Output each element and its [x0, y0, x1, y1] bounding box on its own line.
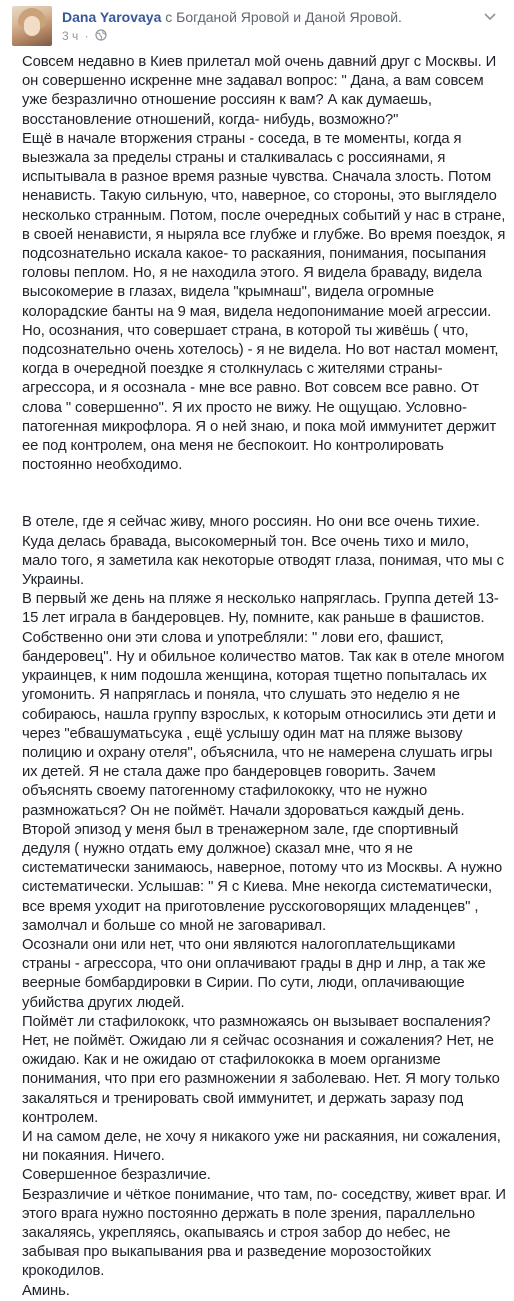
post-paragraph: И на самом деле, не хочу я никакого уже ни раскаяния, ни сожаления, ни покаяния. Ничего.	[22, 1128, 501, 1165]
post-paragraph: Совсем недавно в Киев прилетал мой очень давний друг с Москвы. И он совершенно искренне мне задавал вопрос: " Дана, а вам совсем уже безразлично отношение россиян к вам? А как думаешь, восстановление отношений, когда- нибудь, возможно?"	[22, 54, 497, 128]
post-paragraph: Аминь.	[22, 1282, 70, 1299]
post-paragraph: В первый же день на пляже я несколько напряглась. Группа детей 13-15 лет играла в бандеровцев. Ну, помните, как раньше в фашистов. Собственно они эти слова и употребляли: " лови его, фашист, бандеровец". Ну и обильное количество матов. Так как в отеле многом украинцев, к ним подошла женщина, которая тщетно попыталась их угомонить. Я напряглась и поняла, что слушать это неделю я не собираюсь, нашла группу взрослых, к которым относились эти дети и через "ебвашуматьсука , ещё услышу один мат на пляже вызову полицию и охрану отеля", объяснила, что не намерена слушать игры их детей. Я не стала даже про бандеровцев говорить. Зачем объяснять своему патогенному стафилококку, что не нужно размножаться? Он не поймёт. Начали здороваться каждый день.	[22, 591, 505, 819]
post-author-line	[62, 8, 402, 26]
author-name-link[interactable]: Dana Yarovaya	[62, 9, 162, 25]
post-paragraph: Безразличие и чёткое понимание, что там, по- соседству, живет враг. И этого врага нужно постоянно держать в поле зрения, параллельно закаляясь, укрепляясь, окапываясь и строя забор до небес, не забывая про выкапывания рва и разведение морозостойких крокодилов.	[22, 1186, 506, 1280]
post-timestamp[interactable]: 3 ч	[62, 29, 79, 43]
post-paragraph: Второй эпизод у меня был в тренажерном зале, где спортивный дедуля ( нужно отдать ему должное) сказал мне, что я не систематически занимаюсь, наверное, потому что из Москвы. А нужно систематически. Услышав: " Я с Киева. Мне некогда систематически, все время уходит на приготовление русскоговорящих младенцев" , замолчал и больше со мной не заговаривал.	[22, 821, 503, 934]
post-paragraph: Ещё в начале вторжения страны - соседа, в те моменты, когда я выезжала за пределы страны и сталкивалась с россиянами, я испытывала в разное время разные чувства. Сначала злость. Потом ненависть. Такую сильную, что, наверное, со стороны, это выглядело несколько странным. Потом, после очередных событий у нас в стране, в своей ненависти, я ныряла все глубже и глубже. Во время поездок, я подсознательно искала какое- то раскаяния, понимания, посыпания головы пеплом. Но, я не находила этого. Я видела браваду, видела высокомерие в глазах, видела "крымнаш", видела огромные колорадские банты на 9 мая, видела недопонимание моей агрессии. Но, осознания, что совершает страна, в которой ты живёшь ( что, подсознательно очень хотелось) - я не видела. Но вот настал момент, когда в очередной поездке я столкнулась с жителями страны-агрессора, и я осознала - мне все равно. Вот совсем все равно. От слова " совершенно". Я их просто не вижу. Не ощущаю. Условно- патогенная микрофлора. Я о ней знаю, и пока мой иммунитет держит ее под контролем, она меня не беспокоит. Но контролировать постоянно необходимо.	[22, 130, 506, 474]
post-paragraph: Осознали они или нет, что они являются налогоплательщиками страны - агрессора, что они оплачивают грады в днр и лнр, а так же веерные бомбардировки в Сирии. По сути, люди, оплачивающие убийства других людей.	[22, 936, 486, 1011]
post-header	[12, 6, 502, 46]
post-paragraph: Совершенное безразличие.	[22, 1167, 211, 1184]
author-avatar[interactable]	[12, 6, 52, 46]
post-paragraph: В отеле, где я сейчас живу, много россиян. Но они все очень тихие. Куда делась бравада, высокомерный тон. Все очень тихо и мило, мало того, я заметила как некоторые отводят глаза, понимая, что мы с Украины.	[22, 514, 504, 589]
audience-icon[interactable]	[95, 28, 107, 44]
post-timestamp-row	[62, 28, 107, 44]
paragraph-gap	[22, 475, 508, 513]
timestamp-separator: ·	[84, 29, 89, 43]
chevron-down-icon[interactable]	[482, 8, 498, 24]
avatar-face	[24, 16, 40, 36]
post-paragraph: Поймёт ли стафилококк, что размножаясь он вызывает воспаления? Нет, не поймёт. Ожидаю ли я сейчас осознания и сожаления? Нет, не ожидаю. Как и не ожидаю от стафилококка в моем организме понимания, что при его размножении я заболеваю. Нет. Я могу только закаляться и тренировать свой иммунитет, и держать заразу под контролем.	[22, 1013, 500, 1126]
tagged-with-text: с Богданой Яровой и Даной Яровой.	[165, 9, 402, 25]
post-body	[22, 53, 508, 1301]
